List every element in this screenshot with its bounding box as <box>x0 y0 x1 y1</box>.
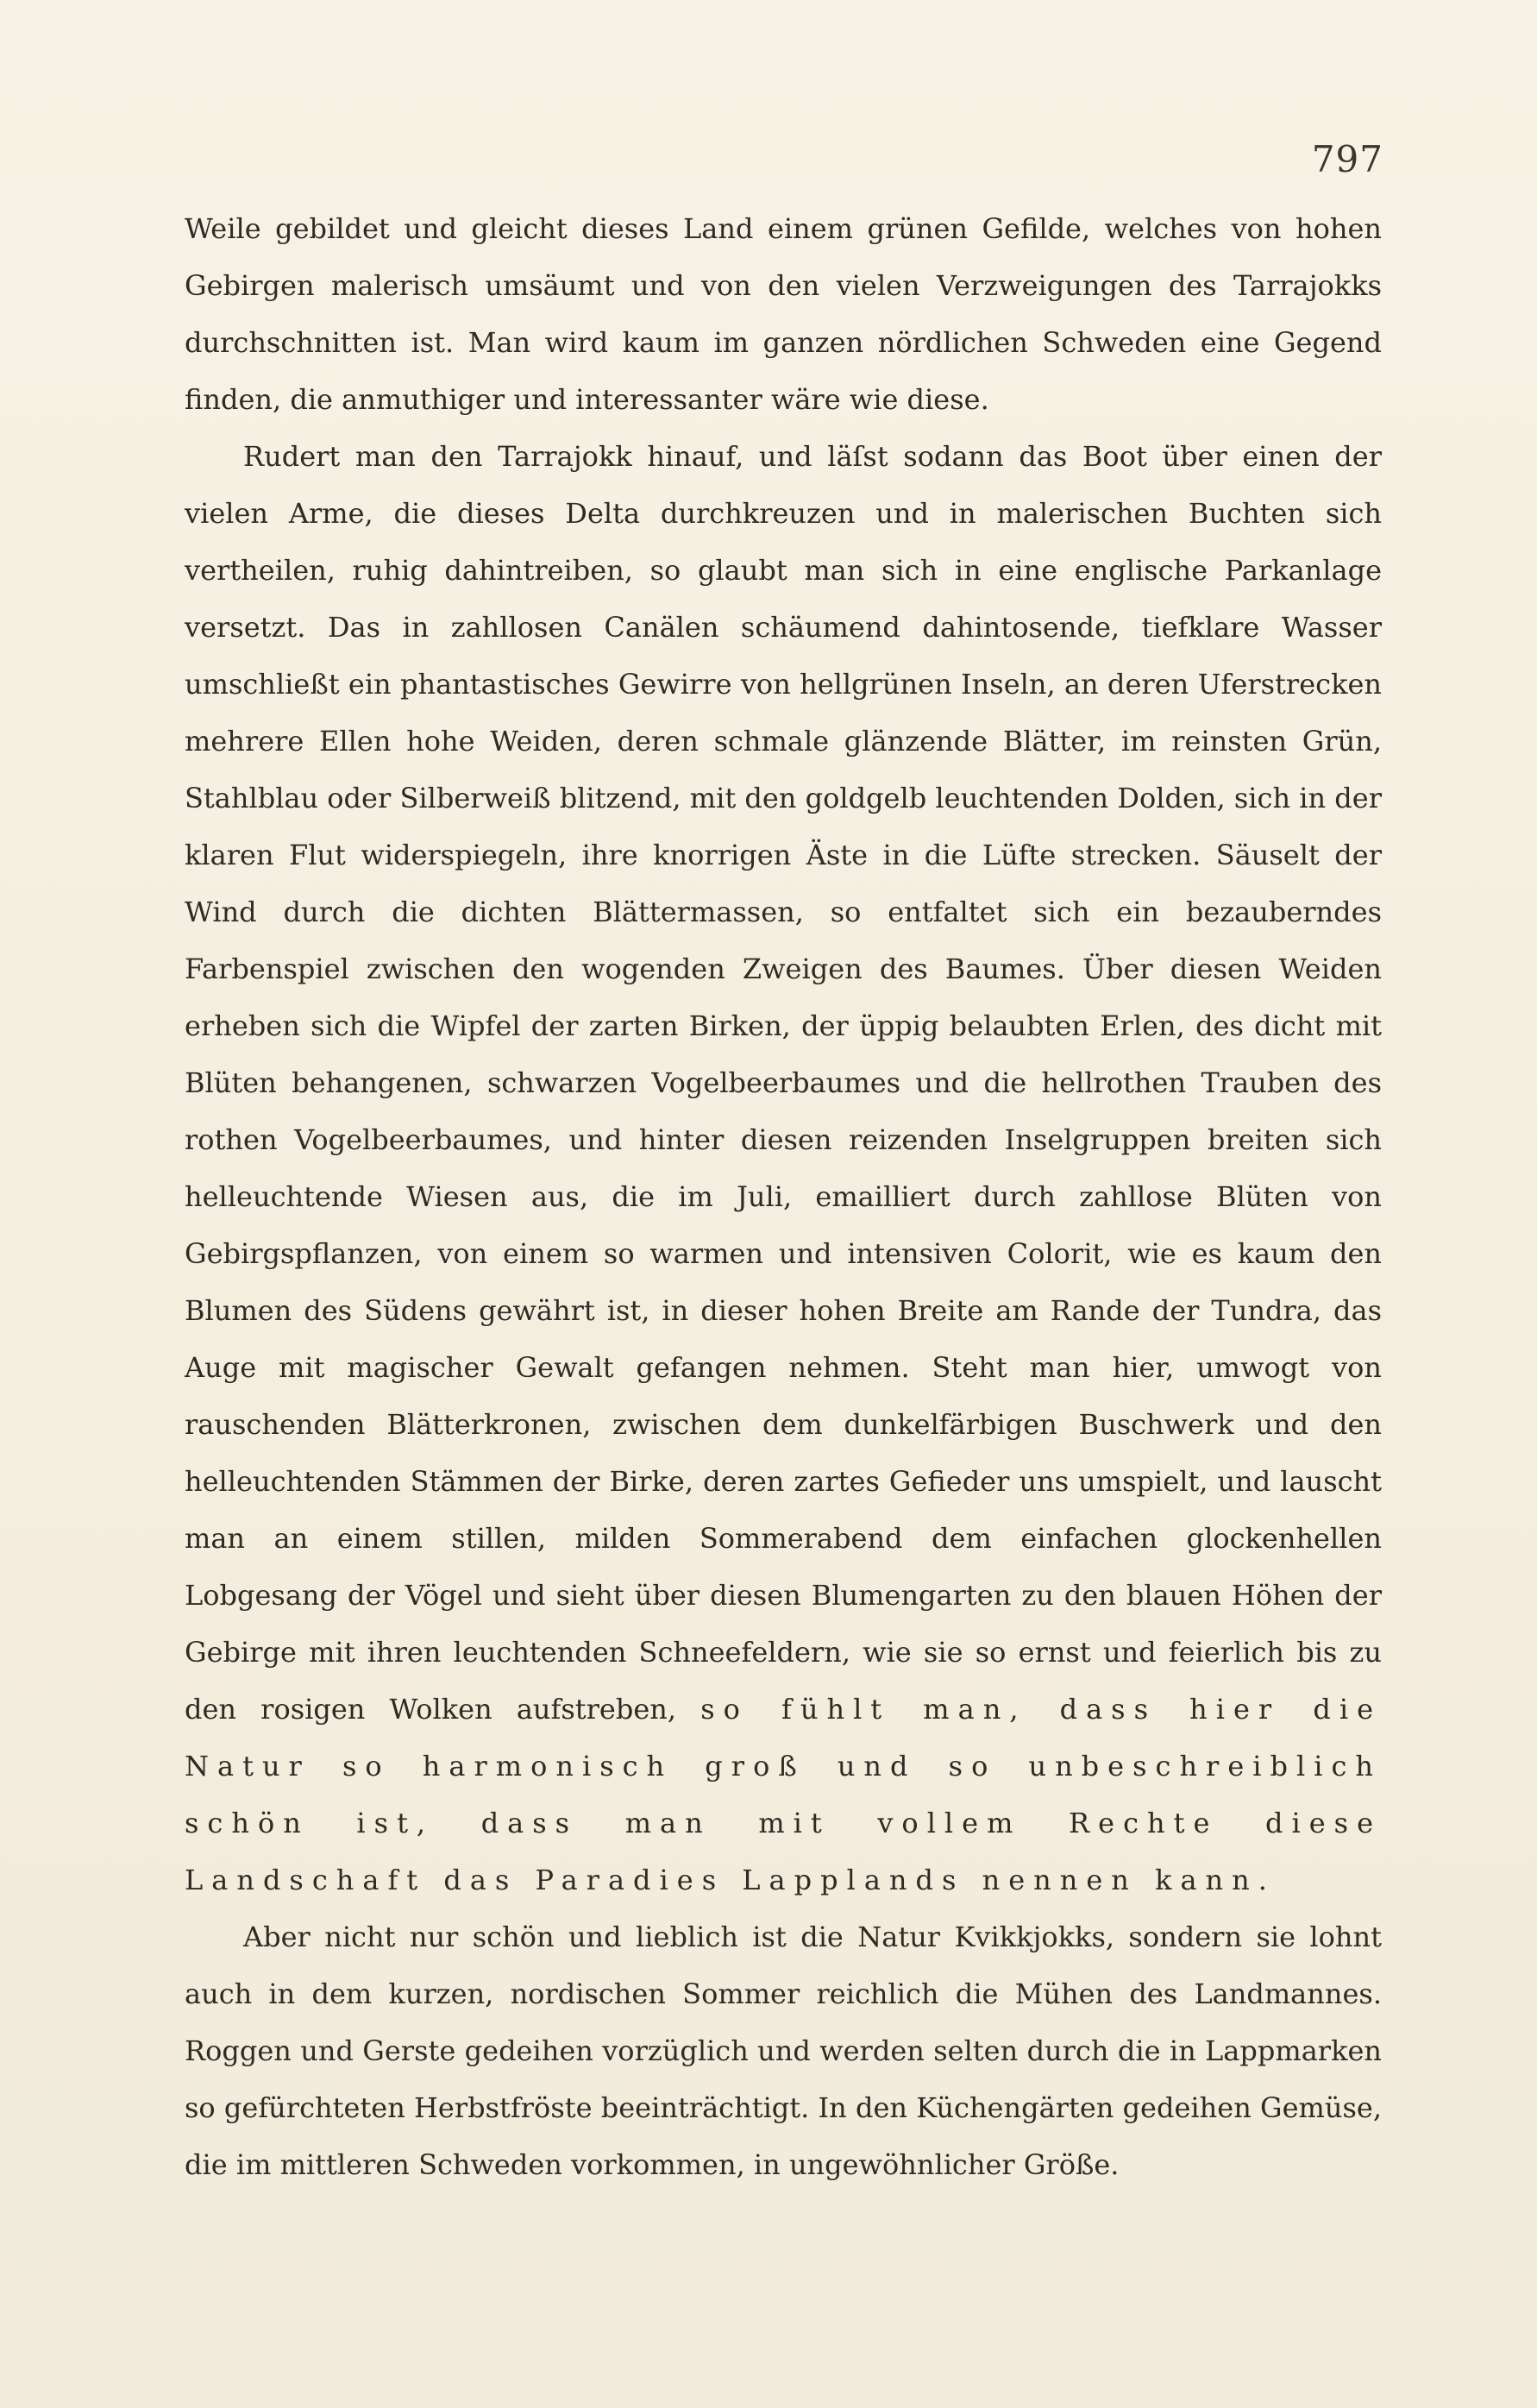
body-text <box>185 200 1382 2193</box>
paragraph-2 <box>185 428 1382 1908</box>
paragraph-2-emphasis: so fühlt man, dass hier die Natur so harmonisch groß und so unbeschreiblich schön ist, dass man mit vollem Rechte diese Landschaft das Paradies Lapplands nennen kann. <box>185 1693 1382 1896</box>
paragraph-2-text: Rudert man den Tarrajokk hinauf, und läſst sodann das Boot über einen der vielen Arme, die dieses Delta durchkreuzen und in malerischen Buchten sich vertheilen, ruhig dahintreiben, so glaubt man sich in eine englische Parkanlage versetzt. Das in zahllosen Canälen schäumend dahintosende, tiefklare Wasser umschließt ein phantastisches Gewirre von hellgrünen Inseln, an deren Uferstrecken mehrere Ellen hohe Weiden, deren schmale glänzende Blätter, im reinsten Grün, Stahlblau oder Silberweiß blitzend, mit den goldgelb leuchtenden Dolden, sich in der klaren Flut widerspiegeln, ihre knorrigen Äste in die Lüfte strecken. Säuselt der Wind durch die dichten Blättermassen, so entfaltet sich ein bezauberndes Farbenspiel zwischen den wogenden Zweigen des Baumes. Über diesen Weiden erheben sich die Wipfel der zarten Birken, der üppig belaubten Erlen, des dicht mit Blüten behangenen, schwarzen Vogelbeerbaumes und die hellrothen Trauben des rothen Vogelbeerbaumes, und hinter diesen reizenden Inselgruppen breiten sich helleuchtende Wiesen aus, die im Juli, emailliert durch zahllose Blüten von Gebirgspflanzen, von einem so warmen und intensiven Colorit, wie es kaum den Blumen des Südens gewährt ist, in dieser hohen Breite am Rande der Tundra, das Auge mit magischer Gewalt gefangen nehmen. Steht man hier, umwogt von rauschenden Blätterkronen, zwischen dem dunkelfärbigen Buschwerk und den helleuchtenden Stämmen der Birke, deren zartes Gefieder uns umspielt, und lauscht man an einem stillen, milden Sommerabend dem einfachen glockenhellen Lobgesang der Vögel und sieht über diesen Blumengarten zu den blauen Höhen der Gebirge mit ihren leuchtenden Schneefeldern, wie sie so ernst und feierlich bis zu den rosigen Wolken aufstreben, <box>185 440 1382 1726</box>
paragraph-1: Weile gebildet und gleicht dieses Land einem grünen Gefilde, welches von hohen Gebirgen malerisch umsäumt und von den vielen Verzweigungen des Tarrajokks durchschnitten ist. Man wird kaum im ganzen nördlichen Schweden eine Gegend finden, die anmuthiger und interessanter wäre wie diese. <box>185 212 1382 416</box>
page-number: 797 <box>1311 138 1383 180</box>
paragraph-3: Aber nicht nur schön und lieblich ist die Natur Kvikkjokks, sondern sie lohnt auch in dem kurzen, nordischen Sommer reichlich die Mühen des Landmannes. Roggen und Gerste gedeihen vorzüglich und werden selten durch die in Lappmarken so gefürchteten Herbstfröste beeinträchtigt. In den Küchengärten gedeihen Gemüse, die im mittleren Schweden vorkommen, in ungewöhnlicher Größe. <box>185 1921 1382 2181</box>
